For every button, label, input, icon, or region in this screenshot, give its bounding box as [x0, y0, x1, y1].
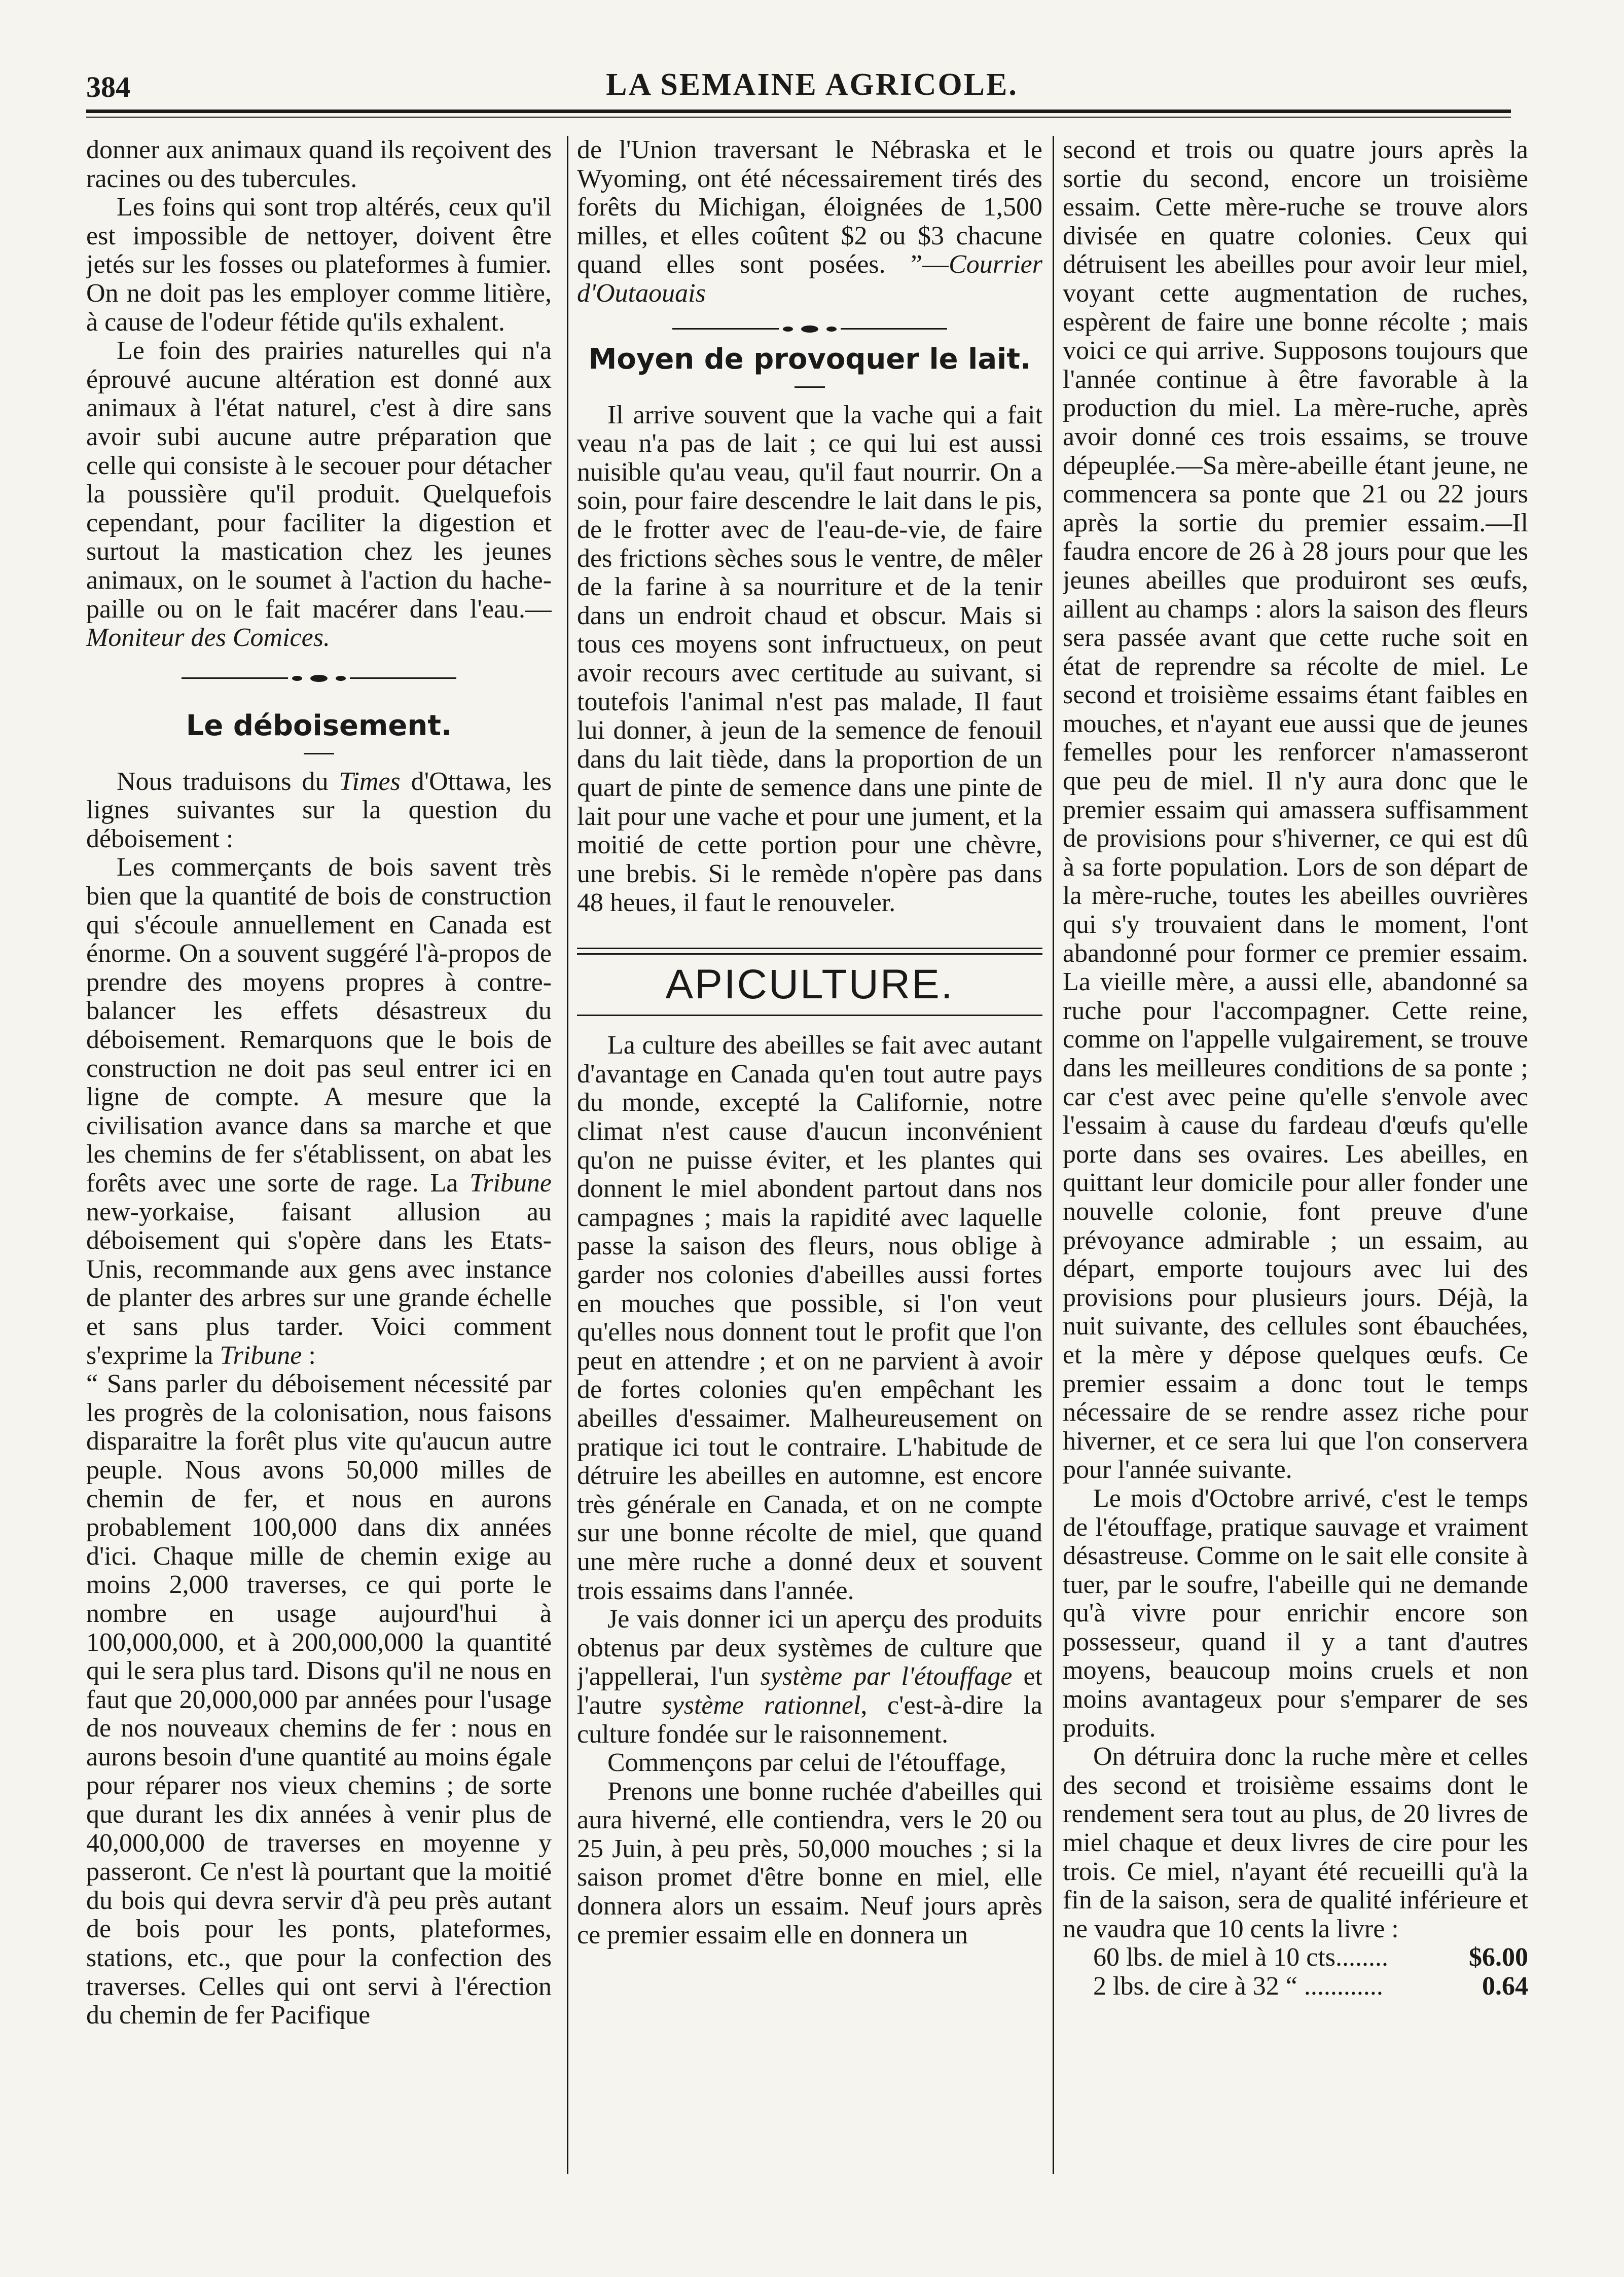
journal-title: LA SEMAINE AGRICOLE.	[606, 67, 1018, 102]
paragraph: Commençons par celui de l'étouffage,	[607, 1748, 1006, 1778]
paragraph: donner aux animaux quand ils reçoivent des racines ou des tubercules.	[86, 136, 552, 193]
price-amount: $6.00	[1469, 1943, 1528, 1972]
text-run: Les commerçants de bois savent très bien que la quantité de bois de construction qui s'écoule annuellement en Canada est énorme. On a souvent suggéré l'à-propos de prendre des moyens propres à contre-balancer les effets désastreux du déboisement. Remarquons que le bois de construction ne doit pas seul entrer ici en ligne de compte. A mesure que la civilisation avance dans sa marche et que les chemins de fer s'établissent, on abat les forêts avec une sorte de rage. La	[86, 853, 552, 1198]
price-row	[1093, 1972, 1528, 2001]
header-rule	[86, 110, 1511, 113]
price-label: 2 lbs. de cire à 32 “ ............	[1093, 1972, 1383, 2001]
paragraph: second et trois ou quatre jours après la sortie du second, encore un troisième essaim. Cette mère-ruche se trouve alors divisée en quatre colonies. Ceux qui détruisent les abeilles pour avoir leur miel, voyant cette augmentation de ruches, espèrent de faire une bonne récolte ; mais voici ce qui arrive. Supposons toujours que l'année continue à être favorable à la production du miel. La mère-ruche, après avoir donné ces trois essaims, se trouve dépeuplée.—Sa mère-abeille étant jeune, ne commencera sa ponte que 21 ou 22 jours après la sortie du premier essaim.—Il faudra encore de 26 à 28 jours pour que les jeunes abeilles que produiront ses œufs, aillent au champs : alors la saison des fleurs sera passée avant que cette ruche soit en état de reprendre sa récolte de miel. Le second et troisième essaims étant faibles en mouches, et n'ayant eue aussi que de jeunes femelles pour les renforcer n'amasseront que peu de miel. Il n'y aura donc que le premier essaim qui amassera suffisamment de provisions pour s'hiverner, ce qui est dû à sa forte population. Lors de son départ de la mère-ruche, toutes les abeilles ouvrières qui s'y trouvaient dans le moment, l'ont abandonné pour former ce premier essaim. La vieille mère, a aussi elle, abandonné sa ruche pour l'accompagner. Cette reine, comme on l'appelle vulgairement, se trouve dans les meilleures conditions de sa ponte ; car c'est avec peine qu'elle s'envole avec l'essaim à cause du fardeau d'œufs qu'elle porte dans ses ovaires. Les abeilles, en quittant leur domicile pour aller fonder une nouvelle colonie, font preuve d'une prévoyance admirable ; un essaim, au départ, emporte toujours avec lui des provisions pour plusieurs jours. Déjà, la nuit suivante, des cellules sont ébauchées, et la mère y dépose quelques œufs. Ce premier essaim a donc tout le temps nécessaire de se rendre assez riche pour hiverner, et ce sera lui que l'on conservera pour l'année suivante.	[1063, 136, 1528, 1485]
text-run: :	[302, 1341, 316, 1370]
article-heading: Le déboisement.	[186, 709, 452, 742]
separator-ornament	[577, 326, 1042, 333]
text-run: de l'Union traversant le Nébraska et le Wyoming, ont été nécessairement tirés des forêts du Michigan, éloignées de 1,500 milles, et elles coûtent $2 ou $3 chacune quand elles sont posées. ”—	[577, 136, 1042, 279]
page-number: 384	[86, 70, 130, 103]
paragraph: Le mois d'Octobre arrivé, c'est le temps de l'étouffage, pratique sauvage et vraiment désastreuse. Comme on le sait elle consite à tuer, par le soufre, l'abeille qui ne demande qu'à vivre pour enrichir encore son possesseur, quand il y a tant d'autres moyens, beaucoup moins cruels et non moins avantageux pour s'emparer de ses produits.	[1063, 1484, 1528, 1743]
section-title: APICULTURE.	[665, 961, 954, 1008]
paragraph: Les foins qui sont trop altérés, ceux qu'il est impossible de nettoyer, doivent être jetés sur les fosses ou plateformes à fumier. On ne doit pas les employer comme litière, à cause de l'odeur fétide qu'ils exhalent.	[86, 193, 552, 337]
emphasis: système rationnel	[662, 1690, 861, 1720]
heading-dash	[304, 753, 334, 754]
header-rule-thin	[86, 117, 1511, 118]
paragraph-text: Le foin des prairies naturelles qui n'a éprouvé aucune altération est donné aux animaux à l'état naturel, c'est à dire sans avoir subi aucune autre préparation que celle qui consiste à le secouer pour détacher la poussière qu'il produit. Quelquefois cependant, pour faciliter la digestion et surtout la mastication chez les jeunes animaux, on le soumet à l'action du hache-paille ou on le fait macérer dans l'eau.—	[86, 336, 552, 624]
text-run: d'Ottawa, les lignes suivantes sur la question du déboisement :	[86, 767, 552, 853]
newspaper-name: Tribune	[220, 1341, 302, 1370]
price-amount: 0.64	[1482, 1972, 1528, 2001]
section-box	[577, 948, 1042, 1016]
section-title-box	[577, 953, 1042, 1016]
paragraph	[86, 337, 552, 653]
heading-dash	[795, 386, 825, 388]
column-rule	[1053, 136, 1054, 2174]
paragraph	[577, 1605, 1042, 1749]
paragraph: On détruira donc la ruche mère et celles des second et troisième essaims dont le rendement sera tout au plus, de 20 livres de miel chaque et deux livres de cire pour les trois. Ce miel, n'ayant été recueilli qu'à la fin de la saison, sera de qualité inférieure et ne vaudra que 10 cents la livre :	[1063, 1742, 1528, 1943]
text-run: , c'est-à-dire la culture fondée sur le raisonnement.	[577, 1690, 1042, 1749]
paragraph	[577, 136, 1042, 308]
quote-paragraph: “ Sans parler du déboisement nécessité par les progrès de la colonisation, nous faisons disparaitre la forêt plus vite qu'aucun autre peuple. Nous avons 50,000 milles de chemin de fer, et nous en aurons probablement 100,000 dans dix années d'ici. Chaque mille de chemin exige au moins 2,000 traverses, ce qui porte le nombre en usage aujourd'hui à 100,000,000, et à 200,000,000 la quantité qui le sera plus tard. Disons qu'il ne nous en faut que 20,000,000 par années pour l'usage de nos nouveaux chemins de fer : nous en aurons besoin d'une quantité au moins égale pour réparer nos vieux chemins ; de sorte que durant les dix années à venir plus de 40,000,000 de traverses en moyenne y passeront. Ce n'est là pourtant que la moitié du bois qui devra servir d'à peu près autant de bois pour les ponts, plateformes, stations, etc., que pour la confection des traverses. Celles qui ont servi à l'érection du chemin de fer Pacifique	[86, 1369, 552, 2030]
newspaper-name: Times	[339, 767, 401, 796]
paragraph	[86, 768, 552, 854]
text-run: Je vais donner ici un aperçu des produits obtenus par deux systèmes de culture que j'appellerai, l'un	[577, 1605, 1042, 1691]
separator-ornament	[86, 675, 552, 682]
paragraph: La culture des abeilles se fait avec autant d'avantage en Canada qu'en tout autre pays du monde, excepté la Californie, notre climat n'est cause d'aucun inconvénient qu'on ne puisse éviter, et les plantes qui donnent le miel abondent partout dans nos campagnes ; mais la rapidité avec laquelle passe la saison des fleurs, nous oblige à garder nos colonies d'abeilles aussi fortes en mouches que possible, si l'on veut qu'elles nous donnent tout le profit que l'on peut en attendre ; et on ne parvient à avoir de fortes colonies qu'en empêchant les abeilles d'essaimer. Malheureusement on pratique ici tout le contraire. L'habitude de détruire les abeilles en automne, est encore très générale en Canada, et on ne compte sur une bonne récolte de miel, que quand une mère ruche a donné deux et souvent trois essaims dans l'année.	[577, 1031, 1042, 1605]
emphasis: système par l'étouffage	[760, 1662, 1013, 1691]
text-run: et l'autre	[577, 1662, 1042, 1720]
source-credit: Courrier d'Outaouais	[577, 250, 1042, 308]
price-row	[1093, 1943, 1528, 1972]
newspaper-name: Tribune	[470, 1169, 552, 1198]
column-3	[1063, 136, 1528, 2169]
article-heading: Moyen de provoquer le lait.	[588, 342, 1031, 376]
paragraph: Prenons une bonne ruchée d'abeilles qui aura hiverné, elle contiendra, vers le 20 ou 25 Juin, à peu près, 50,000 mouches ; si la saison promet d'être bonne en miel, elle donnera alors un essaim. Neuf jours après ce premier essaim elle en donnera un	[577, 1777, 1042, 1949]
text-run: new-yorkaise, faisant allusion au déboisement qui s'opère dans les Etats-Unis, recommande aux gens avec instance de planter des arbres sur une grande échelle et sans plus tarder. Voici comment s'exprime la	[86, 1197, 552, 1370]
column-rule	[567, 136, 568, 2174]
paragraph: Il arrive souvent que la vache qui a fait veau n'a pas de lait ; ce qui lui est aussi nuisible qu'au veau, qu'il faut nourrir. On a soin, pour faire descendre le lait dans le pis, de le frotter avec de l'eau-de-vie, de faire des frictions sèches sous le ventre, de mêler de la farine à sa nourriture et de la tenir dans un endroit chaud et obscur. Mais si tous ces moyens sont infructueux, on peut avoir recours avec certitude au suivant, si toutefois l'animal n'est pas malade, Il faut lui donner, à jeun de la semence de fenouil dans du lait tiède, dans la proportion de un quart de pinte de semence dans une pinte de lait pour une vache et pour une jument, et la moitié de cette portion pour une chèvre, une brebis. Si le remède n'opère pas dans 48 heues, il faut le renouveler.	[577, 400, 1042, 917]
price-label: 60 lbs. de miel à 10 cts........	[1093, 1943, 1389, 1972]
column-1	[86, 136, 552, 2169]
source-credit: Moniteur des Comices.	[86, 623, 330, 653]
column-2	[577, 136, 1042, 2169]
text-run: Nous traduisons du	[117, 767, 339, 796]
paragraph	[86, 853, 552, 1370]
